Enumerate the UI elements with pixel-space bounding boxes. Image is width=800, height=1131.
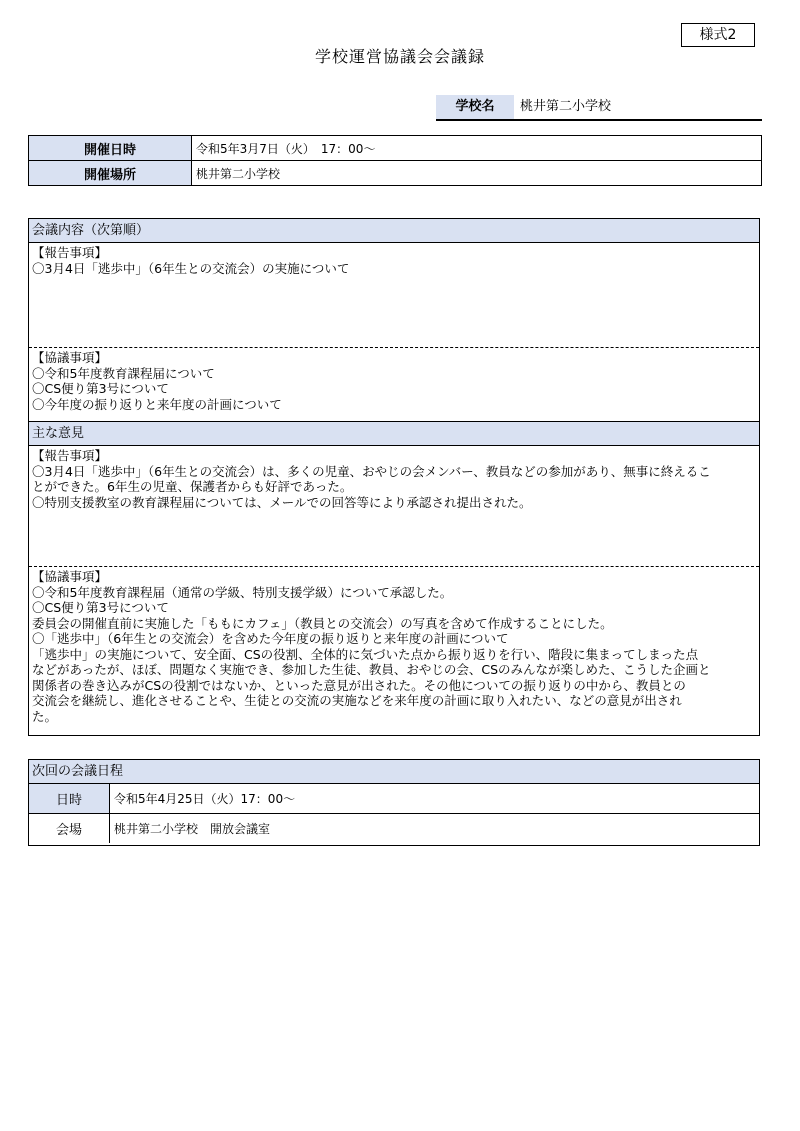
next-meeting-datetime-label: 日時 <box>29 784 110 814</box>
opinions-discussion-line: 関係者の巻き込みがCSの役割ではないか、といった意見が出された。その他についての振り返りの中から、教員との <box>32 677 686 693</box>
opinions-report-line: とができた。6年生の児童、保護者からも好評であった。 <box>32 479 353 494</box>
opinions-discussion-line: た。 <box>32 708 58 724</box>
agenda-discussion-section <box>29 348 759 422</box>
next-meeting-header: 次回の会議日程 <box>29 760 759 784</box>
next-meeting-datetime-value: 令和5年4月25日（火）17：00～ <box>110 784 760 814</box>
meeting-place-row <box>29 161 762 186</box>
agenda-report-item: 〇3月4日「逃歩中」（6年生との交流会）の実施について <box>32 260 350 276</box>
meeting-info-table <box>28 135 762 186</box>
school-underline <box>436 119 762 121</box>
opinions-discussion-line: 〇令和5年度教育課程届（通常の学級、特別支援学級）について承認した。 <box>32 584 453 600</box>
opinions-report-section <box>29 446 759 567</box>
opinions-discussion-line: などがあったが、ほぼ、問題なく実施でき、参加した生徒、教員、おやじの会、CSのみんなが楽しめた、こうした企画と <box>32 662 711 677</box>
opinions-discussion-line: 交流会を継続し、進化させることや、生徒との交流の実施などを来年度の計画に取り入れたい、などの意見が出され <box>32 693 682 708</box>
next-meeting-table <box>29 784 759 843</box>
agenda-header: 会議内容（次第順） <box>29 219 759 243</box>
next-meeting-datetime-row <box>29 784 759 814</box>
opinions-report-heading: 【報告事項】 <box>32 448 108 463</box>
meeting-datetime-row <box>29 136 762 161</box>
agenda-discussion-item: 〇今年度の振り返りと来年度の計画について <box>32 396 282 412</box>
form-number: 様式2 <box>681 23 755 47</box>
school-label: 学校名 <box>436 95 514 119</box>
meeting-place-value: 桃井第二小学校 <box>192 161 762 186</box>
school-name: 桃井第二小学校 <box>520 99 612 114</box>
minutes-box <box>28 218 760 736</box>
opinions-discussion-section <box>29 567 759 734</box>
page-title: 学校運営協議会会議録 <box>314 47 485 66</box>
opinions-report-line: 〇3月4日「逃歩中」（6年生との交流会）は、多くの児童、おやじの会メンバー、教員などの参加があり、無事に終えるこ <box>32 463 711 479</box>
next-meeting-box <box>28 759 760 846</box>
opinions-discussion-line: 〇「逃歩中」（6年生との交流会）を含めた今年度の振り返りと来年度の計画について <box>32 631 509 646</box>
next-meeting-place-row <box>29 814 759 844</box>
opinions-report-line: 〇特別支援教室の教育課程届については、メールでの回答等により承認され提出された。 <box>32 494 532 510</box>
meeting-datetime-label: 開催日時 <box>29 136 192 161</box>
meeting-place-label: 開催場所 <box>29 161 192 186</box>
agenda-report-heading: 【報告事項】 <box>32 245 108 260</box>
opinions-discussion-line: 〇CS便り第3号について <box>32 600 169 615</box>
opinions-discussion-line: 「逃歩中」の実施について、安全面、CSの役割、全体的に気づいた点から振り返りを行い、階段に集まってしまった点 <box>32 646 699 662</box>
next-meeting-place-label: 会場 <box>29 814 110 844</box>
next-meeting-place-value: 桃井第二小学校 開放会議室 <box>110 814 760 844</box>
opinions-discussion-line: 委員会の開催直前に実施した「ももにカフェ」（教員との交流会）の写真を含めて作成することにした。 <box>32 615 613 631</box>
opinions-header: 主な意見 <box>29 422 759 446</box>
meeting-datetime-value: 令和5年3月7日（火） 17：00～ <box>192 136 762 161</box>
agenda-discussion-item: 〇令和5年度教育課程届について <box>32 365 215 381</box>
opinions-discussion-heading: 【協議事項】 <box>32 569 108 584</box>
agenda-discussion-item: 〇CS便り第3号について <box>32 381 169 396</box>
agenda-report-section <box>29 243 759 348</box>
agenda-discussion-heading: 【協議事項】 <box>32 350 108 365</box>
